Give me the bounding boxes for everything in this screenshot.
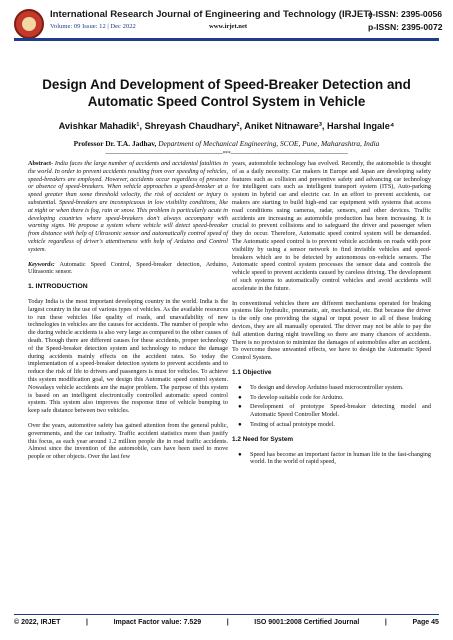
objective-list <box>232 384 431 429</box>
journal-website[interactable]: www.irjet.net <box>209 23 248 30</box>
keywords-label: Keywords: <box>28 260 55 268</box>
professor-affiliation: Department of Mechanical Engineering, SCOE, Pune, Maharashtra, India <box>156 139 380 148</box>
iso-certification: ISO 9001:2008 Certified Journal <box>254 619 360 626</box>
abstract <box>28 160 228 254</box>
bullet-dot-icon: ● <box>238 450 242 458</box>
section-separator: ---------------------------------------------------------------------***--------------------------------------------------------------------- <box>105 151 348 157</box>
journal-title: International Research Journal of Engineering and Technology (IRJET) <box>50 9 373 20</box>
keywords-text: Automatic Speed Control, Speed-breaker detection, Arduino, Ultrasonic sensor. <box>28 260 228 276</box>
list-item: ● Development of prototype Speed-breaker detecting model and Automatic Speed Controller Model. <box>238 403 431 419</box>
need-list <box>232 451 431 467</box>
p-issn: p-ISSN: 2395-0072 <box>368 22 443 32</box>
header-rule <box>14 38 439 41</box>
page-number: Page 45 <box>412 619 439 626</box>
intro-paragraph-2: Over the years, automotive safety has gained attention from the general public, governments, and the car industry. Traffic accident statistics more than justify this focus, as each year around 1.2 million people die in road traffic accidents. Almost since the invention of the automobile, cars have been used to move people or other objects. Over the last few <box>28 421 228 461</box>
introduction-heading: 1. INTRODUCTION <box>28 283 88 291</box>
bullet-dot-icon: ● <box>238 383 242 391</box>
list-item: ● Testing of actual prototype model. <box>238 420 335 428</box>
volume-issue: Volume: 09 Issue: 12 | Dec 2022 <box>50 23 136 30</box>
need-heading: 1.2 Need for System <box>232 435 294 443</box>
left-column <box>28 160 228 468</box>
list-item: ● To develop suitable code for Arduino. <box>238 393 344 401</box>
footer-rule <box>14 614 439 615</box>
paper-title: Design And Development of Speed-Breaker Detection and Automatic Speed Control System in Vehicle <box>42 77 411 109</box>
page-header <box>0 0 453 52</box>
right-paragraph-1: years, automobile technology has evolved. Recently, the automobile is thought of as a daily necessity. Car makers in Europe and Japan are developing safety features such as collision and preventive safety and advancing car technology for intelligent cars such as intelligent transport system (ITS), Auto-parking system in hybrid car and electric car. In an effort to prevent accidents, car makers are starting to build high-end car equipment with systems that access road conditions using cameras, radar, sensors, and other devices. Traffic accidents are increasing as automobile production has been increasing. It is crucial to prevent collisions and to safeguard the driver and passenger when they do occur. Therefore, Automatic speed control system will be demanded. The Automatic speed control is to prevent vehicle accidents on roads with poor visibility by using a sensor network to find invisible vehicles and speed-breakers which are to be detected by autonomous on-vehicle sensors. The Automatic speed control system processes the sensor data and controls the vehicle speed to prevent accidents caused by careless driving. The development of such systems to automatically control vehicles and avoid accidents will accelerate in the future. <box>232 160 431 292</box>
bullet-dot-icon: ● <box>238 393 242 401</box>
list-item: ● To design and develop Arduino based microcontroller system. <box>238 383 404 391</box>
intro-paragraph-1: Today India is the most important developing country in the world. India is the largest country in the use of various types of vehicles. As the available resources to run these vehicles like quality of roads, and unavailability of new technologies in vehicles are the causes for accidents. The number of people who die during vehicle accidents is also very large as compared to the other causes of death. Though there are different causes for these accidents, proper technology of the Speed-breaker detection system and technology to reduce the damage during accidents mainly effects on the accident rates. So today the implementation of a speed-breaker detection system to prevent accidents and to reduce the risk of life to drivers and passengers is must for vehicles. To achieve this system modification goal, we design this Automatic speed control system. Nowadays vehicle accidents are the major problem. The purpose of this system is based on an intelligent electronically controlled automatic speed control system. This system also improves the response time of vehicle bumping to keep safe distance between two vehicles. <box>28 297 228 415</box>
copyright: © 2022, IRJET <box>14 619 61 626</box>
irjet-logo <box>14 9 44 39</box>
abstract-text: - India faces the large number of accidents and accidental fatalities in the world. In order to prevent accidents resulting from over speeding of vehicles, speed-breakers are employed. However, accidents occur regardless of presence or absence of speed-breakers. When vehicle approaches a speed-breaker at a speed greater than some threshold velocity, the risk of accident or injury is substantial. Speed-breakers are inconspicuous in low visibility conditions, like at night or when there is fog, rain or snow. This problem is particularly acute in developing countries where speed-breakers don't always accompany with warning signs. We propose a system where vehicle will detect speed-breaker from distance with help of Ultrasonic sensor and automatically control speed of vehicle regardless of driver's attentiveness with help of Arduino and Control system. <box>28 160 228 253</box>
right-column <box>232 160 431 473</box>
bullet-dot-icon: ● <box>238 420 242 428</box>
professor-line <box>14 139 439 148</box>
authors: Avishkar Mahadik¹, Shreyash Chaudhary², Aniket Nitnaware³, Harshal Ingale⁴ <box>58 121 395 131</box>
impact-factor: Impact Factor value: 7.529 <box>113 619 202 626</box>
abstract-label: Abstract <box>28 160 52 167</box>
page-footer: © 2022, IRJET | Impact Factor value: 7.529 | ISO 9001:2008 Certified Journal | Page 45 <box>14 619 439 626</box>
professor-name: Professor Dr. T.A. Jadhav, <box>73 139 157 148</box>
keywords <box>28 261 228 277</box>
right-paragraph-2: In conventional vehicles there are different mechanisms operated for braking systems like hydraulic, pneumatic, air, mechanical, etc. But because the driver is the only one providing the signal or input power to all of these braking devices, they are all manually operated. The driver may not be able to pay the full attention during night travelling so there are many chances of accidents. There is no provision to minimize the damages of automobiles after an accident. To overcome these unwanted effects, we have to design the Automatic Speed Control System. <box>232 299 431 362</box>
objective-heading: 1.1 Objective <box>232 368 272 376</box>
list-item: ● Speed has become an important factor in human life in the fast-changing world. In the world of rapid speed, <box>238 450 431 466</box>
e-issn: e-ISSN: 2395-0056 <box>368 9 443 19</box>
bullet-dot-icon: ● <box>238 403 242 411</box>
